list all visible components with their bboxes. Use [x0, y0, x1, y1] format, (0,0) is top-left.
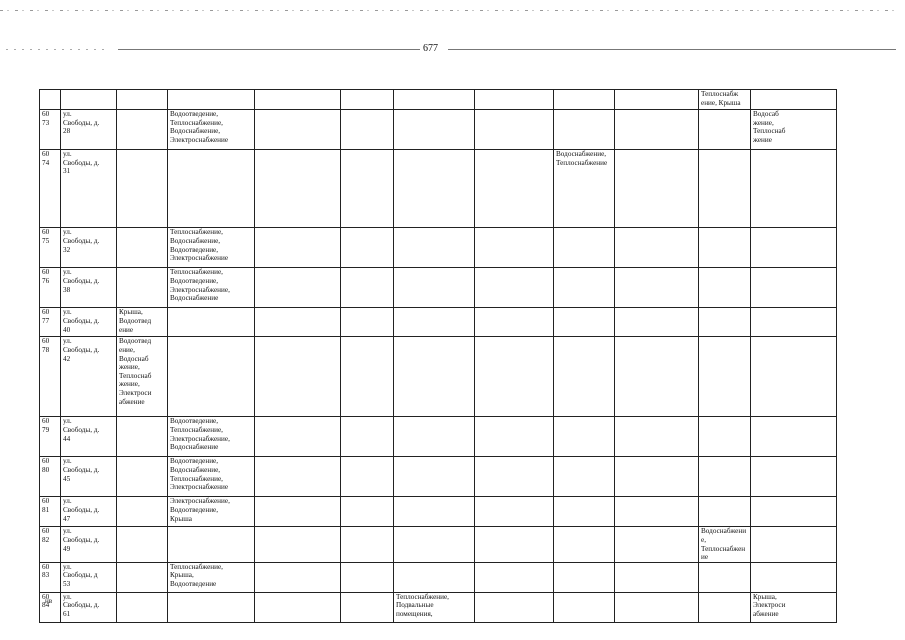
work-type-cell — [341, 228, 394, 268]
work-type-cell — [554, 268, 615, 308]
address-line: Свободы, д. — [63, 345, 100, 354]
address-line: Свободы, д — [63, 571, 98, 580]
address-line: ул. — [63, 527, 72, 536]
work-type-cell — [751, 592, 837, 622]
work-type-cell — [168, 150, 255, 228]
row-number-cell — [40, 268, 61, 308]
address-cell — [61, 592, 117, 622]
work-type-cell — [615, 417, 699, 457]
row-number-line: 60 — [42, 497, 50, 506]
work-type-cell — [699, 110, 751, 150]
address-cell — [61, 228, 117, 268]
cell-text-line: Электроснабжение — [170, 254, 229, 263]
scan-artifact-line — [0, 10, 900, 11]
table-row — [40, 562, 837, 592]
work-type-cell — [168, 308, 255, 337]
row-number-line: 60 — [42, 337, 50, 346]
work-type-cell — [341, 527, 394, 562]
work-type-cell — [168, 527, 255, 562]
cell-text-line: Водоотвед — [119, 337, 152, 346]
table-row — [40, 527, 837, 562]
work-type-cell — [255, 457, 341, 497]
cell-text-line: Водоснаб — [119, 354, 149, 363]
work-type-cell — [475, 527, 554, 562]
cell-text-line: Теплоснабжение — [556, 158, 608, 167]
cell-text-line: ение, Крыша — [701, 98, 741, 107]
table-row — [40, 228, 837, 268]
work-type-cell — [255, 527, 341, 562]
table-row — [40, 110, 837, 150]
row-number-cell — [40, 337, 61, 417]
work-type-cell — [117, 527, 168, 562]
work-type-cell — [699, 562, 751, 592]
work-type-cell — [475, 457, 554, 497]
cell-text-line: Водоотведение, — [170, 110, 219, 118]
work-type-cell — [341, 337, 394, 417]
table-row — [40, 337, 837, 417]
work-type-cell — [168, 417, 255, 457]
cell-text-line: Электроснабжение, — [170, 434, 230, 443]
cell-text-line: ение, — [119, 345, 135, 354]
work-type-cell — [475, 417, 554, 457]
address-cell — [61, 457, 117, 497]
work-type-cell — [341, 562, 394, 592]
cell-text-line: Водоотвед — [119, 316, 152, 325]
work-type-cell — [699, 90, 751, 110]
address-cell — [61, 90, 117, 110]
work-type-cell — [475, 497, 554, 527]
row-number-line: 79 — [42, 425, 50, 434]
work-type-cell — [341, 417, 394, 457]
work-type-cell — [394, 110, 475, 150]
cell-text-line: Водосаб — [753, 110, 779, 118]
address-line: Свободы, д. — [63, 316, 100, 325]
work-type-cell — [168, 562, 255, 592]
address-line: 31 — [63, 167, 71, 176]
header-rule-right — [448, 49, 896, 50]
address-line: 49 — [63, 544, 71, 553]
work-type-cell — [751, 457, 837, 497]
row-number-line: 73 — [42, 118, 50, 127]
work-type-cell — [554, 337, 615, 417]
work-type-cell — [554, 110, 615, 150]
work-type-cell — [615, 90, 699, 110]
row-number-line: 60 — [42, 268, 50, 277]
work-type-cell — [699, 228, 751, 268]
work-type-cell — [255, 268, 341, 308]
footer-note: нв — [45, 597, 53, 605]
address-line: ул. — [63, 110, 72, 118]
work-type-cell — [168, 337, 255, 417]
work-type-cell — [394, 417, 475, 457]
work-type-cell — [255, 497, 341, 527]
cell-text-line: Теплоснабжение, — [170, 228, 223, 237]
address-cell — [61, 417, 117, 457]
row-number-line: 76 — [42, 276, 50, 285]
address-cell — [61, 268, 117, 308]
row-number-cell — [40, 90, 61, 110]
work-type-cell — [554, 150, 615, 228]
cell-text-line: Электроси — [753, 601, 786, 610]
row-number-line: 83 — [42, 571, 50, 580]
work-type-cell — [117, 497, 168, 527]
table-row — [40, 417, 837, 457]
address-cell — [61, 150, 117, 228]
work-type-cell — [117, 457, 168, 497]
work-type-cell — [615, 150, 699, 228]
address-line: 53 — [63, 579, 71, 588]
work-type-cell — [341, 497, 394, 527]
address-cell — [61, 527, 117, 562]
cell-text-line: Теплоснабжение, — [170, 425, 223, 434]
address-cell — [61, 110, 117, 150]
table-row — [40, 150, 837, 228]
address-line: 47 — [63, 514, 71, 523]
work-type-cell — [394, 228, 475, 268]
row-number-line: 80 — [42, 465, 50, 474]
page-number: 677 — [423, 43, 438, 54]
work-type-cell — [117, 268, 168, 308]
address-line: Свободы, д. — [63, 118, 100, 127]
table-row — [40, 90, 837, 110]
address-line: Свободы, д. — [63, 236, 100, 245]
work-type-cell — [615, 337, 699, 417]
work-type-cell — [117, 308, 168, 337]
work-type-cell — [615, 308, 699, 337]
work-type-cell — [255, 562, 341, 592]
work-type-cell — [751, 228, 837, 268]
work-type-cell — [475, 592, 554, 622]
work-type-cell — [341, 150, 394, 228]
address-line: 32 — [63, 245, 71, 254]
row-number-cell — [40, 457, 61, 497]
address-cell — [61, 308, 117, 337]
cell-text-line: Крыша — [170, 514, 192, 523]
cell-text-line: Электроснабжение — [170, 483, 229, 492]
row-number-cell — [40, 497, 61, 527]
work-type-cell — [255, 337, 341, 417]
work-type-cell — [394, 592, 475, 622]
work-type-cell — [699, 417, 751, 457]
row-number-cell — [40, 562, 61, 592]
work-type-cell — [699, 592, 751, 622]
work-type-cell — [615, 527, 699, 562]
work-type-cell — [255, 592, 341, 622]
header-rule-dotted — [6, 49, 106, 50]
row-number-line: 60 — [42, 457, 50, 466]
row-number-line: 84 — [42, 601, 50, 610]
table-row — [40, 592, 837, 622]
cell-text-line: жение, — [119, 363, 140, 372]
work-type-cell — [554, 308, 615, 337]
address-line: Свободы, д. — [63, 535, 100, 544]
work-type-cell — [341, 268, 394, 308]
row-number-line: 60 — [42, 228, 50, 237]
work-type-cell — [394, 497, 475, 527]
work-type-cell — [475, 90, 554, 110]
row-number-cell — [40, 308, 61, 337]
work-type-cell — [168, 457, 255, 497]
work-type-cell — [751, 110, 837, 150]
work-type-cell — [168, 497, 255, 527]
cell-text-line: Теплоснабж — [701, 90, 739, 98]
address-line: ул. — [63, 592, 72, 601]
row-number-line: 60 — [42, 592, 50, 601]
address-line: Свободы, д. — [63, 601, 100, 610]
cell-text-line: Водоснабжение, — [170, 465, 221, 474]
row-number-line: 60 — [42, 562, 50, 571]
work-type-cell — [117, 417, 168, 457]
cell-text-line: Крыша, — [170, 571, 194, 580]
cell-text-line: Теплоснабжение — [701, 544, 746, 562]
work-type-cell — [168, 268, 255, 308]
table-body — [40, 90, 837, 623]
cell-text-line: помещения, — [396, 609, 433, 618]
address-line: Свободы, д. — [63, 465, 100, 474]
work-type-cell — [255, 150, 341, 228]
work-type-cell — [699, 268, 751, 308]
table-row — [40, 308, 837, 337]
work-type-cell — [341, 110, 394, 150]
work-type-cell — [394, 268, 475, 308]
row-number-cell — [40, 527, 61, 562]
work-type-cell — [168, 110, 255, 150]
work-type-cell — [699, 527, 751, 562]
row-number-line: 82 — [42, 535, 50, 544]
row-number-cell — [40, 110, 61, 150]
cell-text-line: Водоснабжение — [170, 294, 219, 303]
work-type-cell — [751, 308, 837, 337]
work-type-cell — [554, 527, 615, 562]
work-type-cell — [394, 150, 475, 228]
cell-text-line: Водоотведение, — [170, 417, 219, 426]
address-line: 42 — [63, 354, 71, 363]
address-line: ул. — [63, 268, 72, 277]
work-type-cell — [168, 90, 255, 110]
work-type-cell — [117, 150, 168, 228]
work-type-cell — [255, 90, 341, 110]
work-type-cell — [751, 562, 837, 592]
cell-text-line: Теплоснаб — [119, 371, 152, 380]
work-type-cell — [475, 337, 554, 417]
work-type-cell — [615, 110, 699, 150]
work-type-cell — [255, 308, 341, 337]
cell-text-line: Теплоснабжение, — [170, 118, 223, 127]
work-type-cell — [341, 592, 394, 622]
address-line: 28 — [63, 127, 71, 136]
work-type-cell — [117, 337, 168, 417]
work-type-cell — [394, 457, 475, 497]
row-number-line: 77 — [42, 316, 50, 325]
address-line: 40 — [63, 325, 71, 334]
work-type-cell — [255, 417, 341, 457]
work-type-cell — [475, 308, 554, 337]
work-type-cell — [117, 592, 168, 622]
work-type-cell — [615, 562, 699, 592]
address-cell — [61, 562, 117, 592]
cell-text-line: Теплоснабжение, — [170, 474, 223, 483]
address-line: ул. — [63, 417, 72, 426]
cell-text-line: Теплоснаб — [753, 127, 786, 136]
work-type-cell — [554, 562, 615, 592]
cell-text-line: Водоснабжение, — [170, 127, 221, 136]
address-line: 61 — [63, 609, 71, 618]
address-line: ул. — [63, 562, 72, 571]
cell-text-line: жение, — [119, 380, 140, 389]
work-type-cell — [255, 228, 341, 268]
address-line: Свободы, д. — [63, 158, 100, 167]
cell-text-line: Водоснабжение, — [556, 150, 607, 158]
work-type-cell — [699, 497, 751, 527]
cell-text-line: Водоснабжение — [170, 443, 219, 452]
address-cell — [61, 337, 117, 417]
repair-schedule-table — [39, 89, 837, 623]
work-type-cell — [117, 562, 168, 592]
work-type-cell — [699, 337, 751, 417]
work-type-cell — [615, 592, 699, 622]
work-type-cell — [475, 268, 554, 308]
work-type-cell — [475, 150, 554, 228]
row-number-cell — [40, 417, 61, 457]
work-type-cell — [341, 90, 394, 110]
work-type-cell — [394, 527, 475, 562]
cell-text-line: Электроснабжение — [170, 135, 229, 144]
work-type-cell — [117, 110, 168, 150]
work-type-cell — [554, 228, 615, 268]
work-type-cell — [475, 110, 554, 150]
header-rule-left — [118, 49, 420, 50]
row-number-cell — [40, 228, 61, 268]
work-type-cell — [168, 228, 255, 268]
work-type-cell — [615, 268, 699, 308]
row-number-line: 60 — [42, 308, 50, 317]
work-type-cell — [751, 90, 837, 110]
address-line: Свободы, д. — [63, 425, 100, 434]
work-type-cell — [117, 228, 168, 268]
address-line: ул. — [63, 308, 72, 317]
table-row — [40, 457, 837, 497]
work-type-cell — [554, 457, 615, 497]
row-number-cell — [40, 150, 61, 228]
address-line: 45 — [63, 474, 71, 483]
cell-text-line: ение — [119, 325, 134, 334]
work-type-cell — [615, 457, 699, 497]
address-cell — [61, 497, 117, 527]
cell-text-line: Теплоснабжение, — [396, 592, 449, 601]
address-line: 38 — [63, 285, 71, 294]
work-type-cell — [168, 592, 255, 622]
row-number-line: 60 — [42, 417, 50, 426]
work-type-cell — [341, 457, 394, 497]
work-type-cell — [615, 228, 699, 268]
work-type-cell — [699, 457, 751, 497]
address-line: ул. — [63, 337, 72, 346]
table-row — [40, 268, 837, 308]
work-type-cell — [554, 90, 615, 110]
cell-text-line: Водоотведение — [170, 579, 217, 588]
work-type-cell — [475, 228, 554, 268]
address-line: Свободы, д. — [63, 505, 100, 514]
cell-text-line: Подвальные — [396, 601, 434, 610]
address-line: 44 — [63, 434, 71, 443]
work-type-cell — [699, 308, 751, 337]
address-line: Свободы, д. — [63, 276, 100, 285]
cell-text-line: Водоотведение, — [170, 245, 219, 254]
cell-text-line: Водоотведение, — [170, 276, 219, 285]
cell-text-line: жение — [753, 135, 772, 144]
cell-text-line: Теплоснабжение, — [170, 268, 223, 277]
address-line: ул. — [63, 497, 72, 506]
cell-text-line: Крыша, — [753, 592, 777, 601]
work-type-cell — [554, 417, 615, 457]
cell-text-line: Теплоснабжение, — [170, 562, 223, 571]
cell-text-line: Водоснабжение, — [170, 236, 221, 245]
row-number-line: 60 — [42, 110, 50, 118]
work-type-cell — [615, 497, 699, 527]
work-type-cell — [117, 90, 168, 110]
address-line: ул. — [63, 457, 72, 466]
work-type-cell — [751, 527, 837, 562]
cell-text-line: Крыша, — [119, 308, 143, 317]
cell-text-line: Водоотведение, — [170, 505, 219, 514]
address-line: ул. — [63, 228, 72, 237]
row-number-line: 81 — [42, 505, 50, 514]
work-type-cell — [751, 268, 837, 308]
work-type-cell — [394, 90, 475, 110]
row-number-line: 78 — [42, 345, 50, 354]
cell-text-line: Водоснабжение, — [701, 527, 747, 544]
cell-text-line: Водоотведение, — [170, 457, 219, 466]
address-line: ул. — [63, 150, 72, 158]
cell-text-line: абжение — [753, 609, 779, 618]
cell-text-line: Электроснабжение, — [170, 497, 230, 506]
work-type-cell — [751, 337, 837, 417]
work-type-cell — [751, 417, 837, 457]
work-type-cell — [394, 308, 475, 337]
cell-text-line: Электроснабжение, — [170, 285, 230, 294]
work-type-cell — [394, 337, 475, 417]
row-number-line: 60 — [42, 527, 50, 536]
work-type-cell — [341, 308, 394, 337]
row-number-line: 60 — [42, 150, 50, 158]
work-type-cell — [255, 110, 341, 150]
work-type-cell — [751, 497, 837, 527]
work-type-cell — [554, 592, 615, 622]
cell-text-line: абжение — [119, 397, 145, 406]
work-type-cell — [475, 562, 554, 592]
work-type-cell — [554, 497, 615, 527]
cell-text-line: Электроси — [119, 388, 152, 397]
work-type-cell — [394, 562, 475, 592]
work-type-cell — [699, 150, 751, 228]
work-type-cell — [751, 150, 837, 228]
table-row — [40, 497, 837, 527]
row-number-line: 74 — [42, 158, 50, 167]
cell-text-line: жение, — [753, 118, 774, 127]
row-number-line: 75 — [42, 236, 50, 245]
